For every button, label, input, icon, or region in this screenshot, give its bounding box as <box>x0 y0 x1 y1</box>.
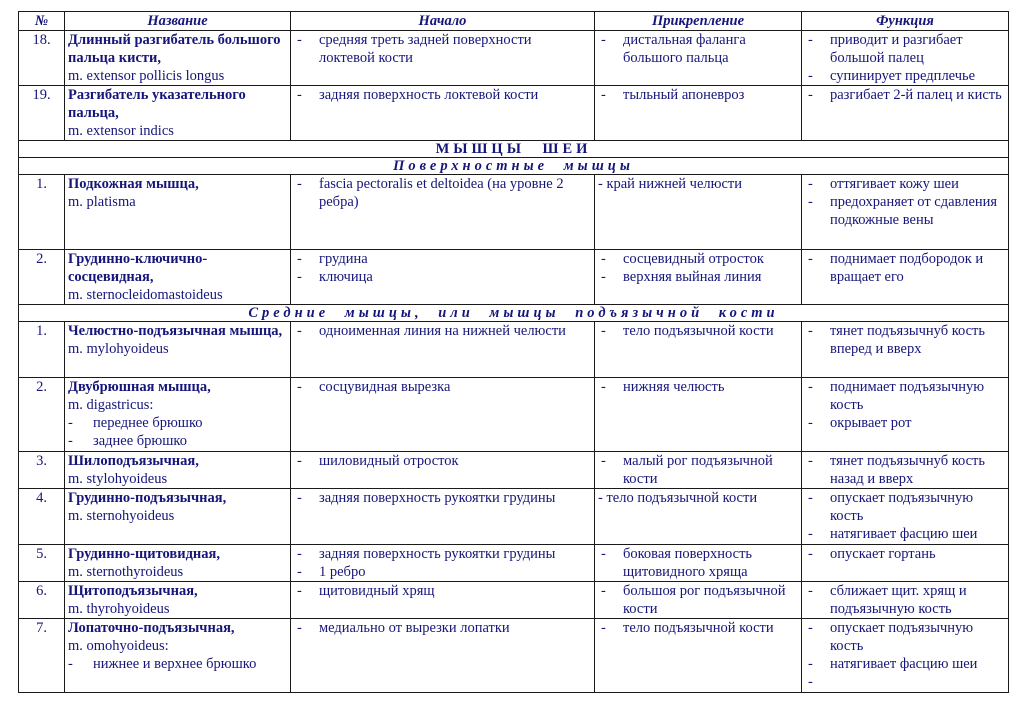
muscle-name-cell <box>65 489 291 545</box>
insertion-cell <box>595 378 802 452</box>
insertion-list <box>598 31 798 67</box>
insertion-list <box>598 619 798 637</box>
origin-item: - задняя поверхность локтевой кости <box>294 86 591 104</box>
origin-item: - средняя треть задней поверхности локтевой кости <box>294 31 591 67</box>
function-item: - супинирует предплечье <box>805 67 1005 85</box>
function-item: - натягивает фасцию шеи <box>805 655 1005 673</box>
function-cell <box>802 250 1009 305</box>
origin-item: - шиловидный отросток <box>294 452 591 470</box>
origin-item: - ключица <box>294 268 591 286</box>
muscle-latin-name: m. extensor pollicis longus <box>68 68 225 84</box>
section-middle-body <box>19 305 1009 322</box>
header-origin: Начало <box>291 12 595 31</box>
insertion-cell <box>595 452 802 489</box>
origin-list <box>294 452 591 470</box>
function-item: - натягивает фасцию шеи <box>805 525 1005 543</box>
function-item: - предохраняет от сдавления подкожные вены <box>805 193 1005 229</box>
function-item: - окрывает рот <box>805 414 1005 432</box>
origin-list <box>294 322 591 340</box>
function-cell <box>802 582 1009 619</box>
row-number: 4. <box>19 489 65 545</box>
function-list <box>805 322 1005 358</box>
row-number: 18. <box>19 31 65 86</box>
function-cell <box>802 378 1009 452</box>
insertion-cell <box>595 175 802 250</box>
muscle-latin-name: m. sternocleidomastoideus <box>68 287 223 303</box>
table-row <box>19 452 1009 489</box>
header-insertion: Прикрепление <box>595 12 802 31</box>
section-title-neck: МЫШЦЫ ШЕИ <box>19 141 1009 158</box>
function-item: - поднимает подъязычную кость <box>805 378 1005 414</box>
function-list <box>805 250 1005 286</box>
muscle-name: Щитоподъязычная, <box>68 583 198 599</box>
function-list <box>805 452 1005 488</box>
row-number: 2. <box>19 378 65 452</box>
muscle-name: Длинный разгибатель большого пальца кисти, <box>68 32 281 66</box>
function-cell <box>802 86 1009 141</box>
insertion-text: - край нижней челюсти <box>598 176 743 192</box>
muscle-name-cell <box>65 86 291 141</box>
function-list <box>805 619 1005 673</box>
insertion-item: - тело подъязычной кости <box>598 322 798 340</box>
origin-item: - грудина <box>294 250 591 268</box>
muscle-part: - нижнее и верхнее брюшко <box>68 655 287 673</box>
table-row <box>19 86 1009 141</box>
origin-item: - сосцувидная вырезка <box>294 378 591 396</box>
function-cell <box>802 545 1009 582</box>
muscle-latin-name: m. platisma <box>68 194 136 210</box>
header-name: Название <box>65 12 291 31</box>
table-row <box>19 489 1009 545</box>
insertion-text: - тело подъязычной кости <box>598 490 758 506</box>
insertion-cell <box>595 250 802 305</box>
section-row <box>19 158 1009 175</box>
section-neck-body <box>19 141 1009 175</box>
table-row <box>19 322 1009 378</box>
table-row <box>19 545 1009 582</box>
insertion-list <box>598 378 798 396</box>
function-list <box>805 545 1005 563</box>
insertion-cell <box>595 489 802 545</box>
function-cell <box>802 322 1009 378</box>
insertion-item: - тыльный апоневроз <box>598 86 798 104</box>
insertion-item: - дистальная фаланга большого пальца <box>598 31 798 67</box>
row-number: 6. <box>19 582 65 619</box>
origin-item: - медиально от вырезки лопатки <box>294 619 591 637</box>
row-number: 7. <box>19 619 65 693</box>
origin-cell <box>291 322 595 378</box>
header-num: № <box>19 12 65 31</box>
origin-cell <box>291 31 595 86</box>
muscle-name-cell <box>65 250 291 305</box>
insertion-item: - сосцевидный отросток <box>598 250 798 268</box>
insertion-cell <box>595 545 802 582</box>
function-item: - тянет подъязычнуб кость назад и вверх <box>805 452 1005 488</box>
origin-item: - щитовидный хрящ <box>294 582 591 600</box>
muscle-name: Грудинно-подъязычная, <box>68 490 227 506</box>
origin-list <box>294 86 591 104</box>
muscle-latin-name: m. sternohyoideus <box>68 508 175 524</box>
muscle-name-cell <box>65 378 291 452</box>
muscle-name: Двубрюшная мышца, <box>68 379 211 395</box>
muscle-name: Грудинно-ключично-сосцевидная, <box>68 251 208 285</box>
forearm-muscles-body <box>19 31 1009 141</box>
muscle-latin-name: m. stylohyoideus <box>68 471 168 487</box>
origin-cell <box>291 175 595 250</box>
muscle-latin-name: m. mylohyoideus <box>68 341 169 357</box>
function-item: - опускает гортань <box>805 545 1005 563</box>
header-function: Функция <box>802 12 1009 31</box>
function-list <box>805 378 1005 432</box>
muscle-part: - переднее брюшко <box>68 414 287 432</box>
origin-cell <box>291 489 595 545</box>
origin-list <box>294 582 591 600</box>
muscle-name: Разгибатель указательного пальца, <box>68 87 246 121</box>
muscle-name: Челюстно-подъязычная мышца, <box>68 323 283 339</box>
row-number: 19. <box>19 86 65 141</box>
section-title-middle: Средние мышцы, или мышцы подъязычной кости <box>19 305 1009 322</box>
row-number: 1. <box>19 322 65 378</box>
insertion-item: - нижняя челюсть <box>598 378 798 396</box>
insertion-list <box>598 250 798 286</box>
origin-cell <box>291 250 595 305</box>
origin-item: - fascia pectoralis et deltoidea (на уровне 2 ребра) <box>294 175 591 211</box>
muscle-name-cell <box>65 619 291 693</box>
insertion-list <box>598 322 798 340</box>
muscle-parts-list <box>68 655 287 673</box>
muscle-name-cell <box>65 322 291 378</box>
origin-cell <box>291 86 595 141</box>
origin-cell <box>291 619 595 693</box>
insertion-item: - верхняя выйная линия <box>598 268 798 286</box>
insertion-cell <box>595 86 802 141</box>
function-item: - опускает подъязычную кость <box>805 489 1005 525</box>
muscle-name: Грудинно-щитовидная, <box>68 546 221 562</box>
origin-list <box>294 250 591 286</box>
insertion-cell <box>595 31 802 86</box>
origin-item: - 1 ребро <box>294 563 591 581</box>
table-row <box>19 175 1009 250</box>
function-item: - поднимает подбородок и вращает его <box>805 250 1005 286</box>
row-number: 5. <box>19 545 65 582</box>
function-item: - опускает подъязычную кость <box>805 619 1005 655</box>
origin-item: - задняя поверхность рукоятки грудины <box>294 545 591 563</box>
origin-cell <box>291 545 595 582</box>
muscle-name-cell <box>65 175 291 250</box>
origin-list <box>294 31 591 67</box>
origin-item: - одноименная линия на нижней челюсти <box>294 322 591 340</box>
insertion-list <box>598 545 798 581</box>
function-cell <box>802 31 1009 86</box>
muscle-name: Шилоподъязычная, <box>68 453 199 469</box>
insertion-item: - большоя рог подъязычной кости <box>598 582 798 618</box>
muscle-latin-name: m. omohyoideus: <box>68 638 169 654</box>
insertion-item: - тело подъязычной кости <box>598 619 798 637</box>
insertion-list <box>598 452 798 488</box>
origin-item: - задняя поверхность рукоятки грудины <box>294 489 591 507</box>
insertion-cell <box>595 619 802 693</box>
section-title-superficial: Поверхностные мышцы <box>19 158 1009 175</box>
function-item: - разгибает 2-й палец и кисть <box>805 86 1005 104</box>
insertion-item: - боковая поверхность щитовидного хряща <box>598 545 798 581</box>
row-number: 3. <box>19 452 65 489</box>
muscle-latin-name: m. extensor indics <box>68 123 174 139</box>
function-cell <box>802 175 1009 250</box>
muscle-latin-name: m. digastricus: <box>68 397 154 413</box>
muscle-name: Лопаточно-подъязычная, <box>68 620 235 636</box>
row-number: 2. <box>19 250 65 305</box>
origin-list <box>294 489 591 507</box>
muscle-name: Подкожная мышца, <box>68 176 199 192</box>
muscle-part: - заднее брюшко <box>68 432 287 450</box>
muscle-name-cell <box>65 582 291 619</box>
origin-cell <box>291 582 595 619</box>
muscle-name-cell <box>65 545 291 582</box>
table-row <box>19 250 1009 305</box>
function-item: - приводит и разгибает большой палец <box>805 31 1005 67</box>
superficial-muscles-body <box>19 175 1009 305</box>
function-cell <box>802 452 1009 489</box>
table-row <box>19 378 1009 452</box>
insertion-cell <box>595 322 802 378</box>
origin-list <box>294 175 591 211</box>
function-list <box>805 86 1005 104</box>
function-list <box>805 582 1005 618</box>
section-row <box>19 305 1009 322</box>
origin-list <box>294 545 591 581</box>
function-cell <box>802 489 1009 545</box>
row-number: 1. <box>19 175 65 250</box>
muscle-latin-name: m. thyrohyoideus <box>68 601 170 617</box>
insertion-item: - малый рог подъязычной кости <box>598 452 798 488</box>
function-item: - сближает щит. хрящ и подъязычную кость <box>805 582 1005 618</box>
table-row <box>19 582 1009 619</box>
middle-muscles-body <box>19 322 1009 693</box>
function-list <box>805 489 1005 543</box>
function-list <box>805 175 1005 229</box>
muscle-name-cell <box>65 452 291 489</box>
function-cell <box>802 619 1009 693</box>
muscle-latin-name: m. sternothyroideus <box>68 564 184 580</box>
insertion-cell <box>595 582 802 619</box>
table-header-row <box>19 12 1009 31</box>
origin-list <box>294 619 591 637</box>
origin-cell <box>291 378 595 452</box>
insertion-list <box>598 582 798 618</box>
function-item: - оттягивает кожу шеи <box>805 175 1005 193</box>
insertion-list <box>598 86 798 104</box>
section-row <box>19 141 1009 158</box>
function-item: - тянет подъязычнуб кость вперед и вверх <box>805 322 1005 358</box>
muscle-table <box>18 11 1009 693</box>
table-row <box>19 31 1009 86</box>
muscle-name-cell <box>65 31 291 86</box>
table-row <box>19 619 1009 693</box>
origin-list <box>294 378 591 396</box>
muscle-table-container <box>18 11 1008 693</box>
muscle-parts-list <box>68 414 287 450</box>
origin-cell <box>291 452 595 489</box>
function-list <box>805 31 1005 85</box>
